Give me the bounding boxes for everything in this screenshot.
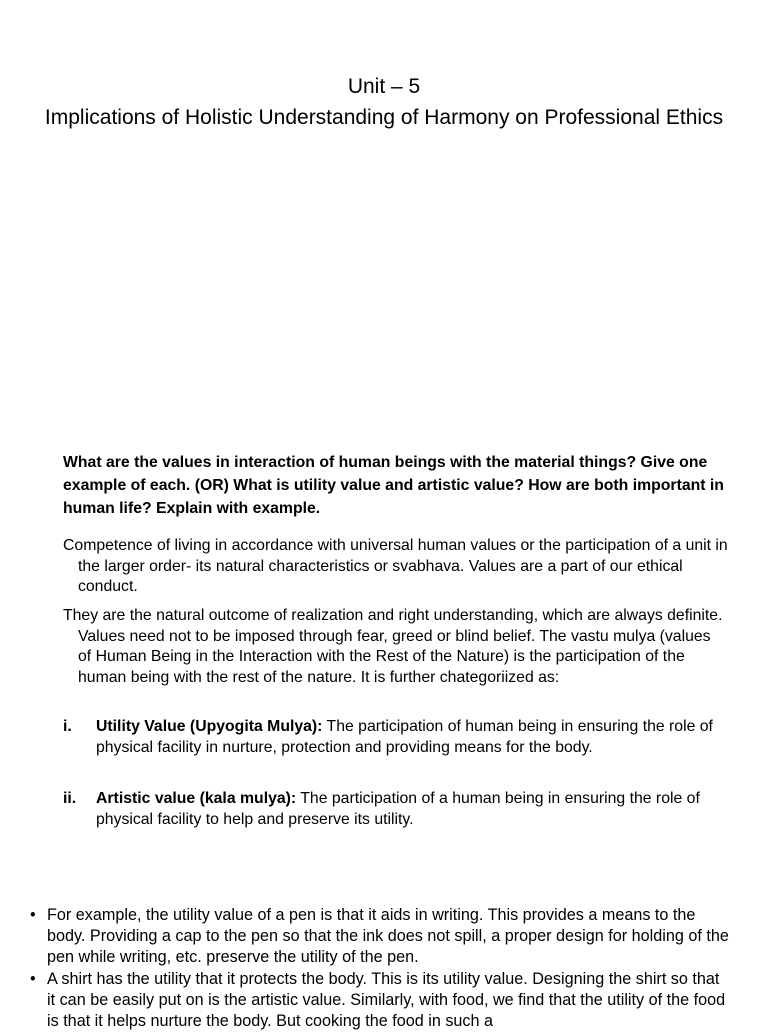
paragraph-1: Competence of living in accordance with universal human values or the participation of a unit in the larger order- its natural characteristics or svabhava. Values are a part of our ethical conduct. (63, 537, 728, 596)
paragraph-2: They are the natural outcome of realization and right understanding, which are always definite. Values need not to be imposed through fear, greed or blind belief. The vastu mulya (values of Human Being in the Interaction with the Rest of the Nature) is the participation of the human being with the rest of the nature. It is further chategoriized as: (63, 607, 723, 686)
bullet-text: For example, the utility value of a pen is that it aids in writing. This provides a means to the body. Providing a cap to the pen so that the ink does not spill, a proper design for holding of the pen while writing, etc. preserve the utility of the pen. (47, 906, 729, 966)
list-item-utility-value (63, 717, 713, 758)
bullet-item (30, 905, 730, 968)
list-definition: The participation of a human being in ensuring the role of physical facility to help and preserve its utility. (96, 790, 700, 828)
bullet-text: A shirt has the utility that it protects the body. This is its utility value. Designing the shirt so that it can be easily put on is the artistic value. Similarly, with food, we find that the utility of the food is that it helps nurture the body. But cooking the food in such a (47, 970, 726, 1030)
question-text: What are the values in interaction of human beings with the material things? Give one example of each. (OR) What is utility value and artistic value? How are both important in human life? Explain with example. (63, 454, 724, 517)
bullet-item (30, 969, 730, 1032)
unit-label: Unit – 5 (347, 75, 421, 98)
list-term: Artistic value (kala mulya): (96, 790, 297, 807)
bullet-dot: • (30, 906, 36, 924)
bullet-dot: • (30, 970, 36, 988)
list-definition: The participation of human being in ensuring the role of physical facility in nurture, protection and providing means for the body. (96, 718, 713, 756)
title-block (0, 72, 768, 132)
list-item-body (96, 717, 713, 758)
example-bullets (30, 905, 730, 1033)
list-term: Utility Value (Upyogita Mulya): (96, 718, 323, 735)
list-item-artistic-value (63, 789, 713, 830)
list-number: ii. (63, 790, 77, 807)
list-item-body (96, 789, 713, 830)
page-title: Implications of Holistic Understanding of Harmony on Professional Ethics (44, 106, 724, 129)
list-number: i. (63, 718, 72, 735)
